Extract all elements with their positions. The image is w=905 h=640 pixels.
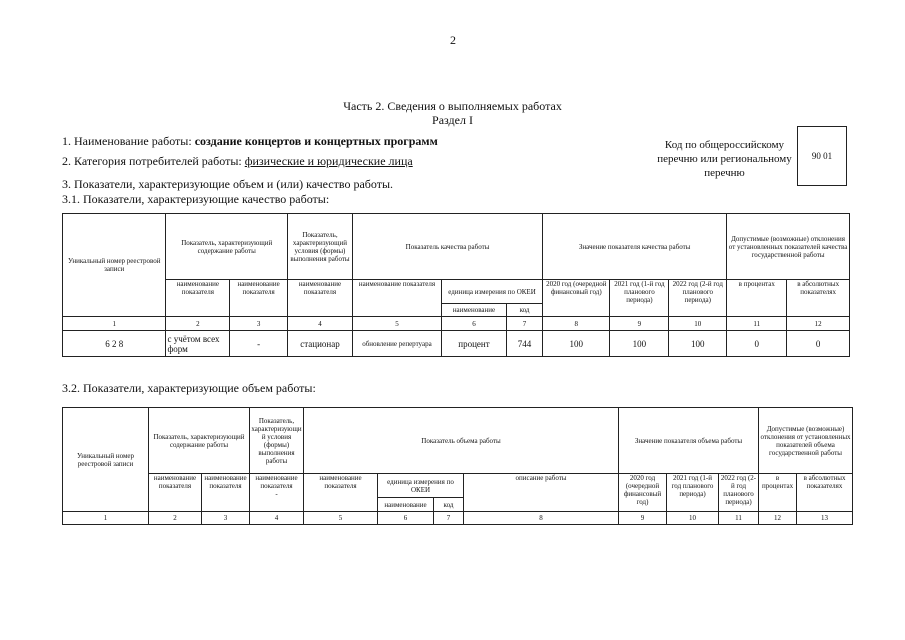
q-cell-registry: 6 2 8	[63, 331, 166, 357]
code-value: 90 01	[811, 151, 833, 161]
v-h-2020: 2020 год (очередной финансовый год)	[619, 474, 667, 512]
q-cell-content2: -	[230, 331, 288, 357]
q-cell-unit-name: процент	[441, 331, 506, 357]
q-cell-indicator: обновление репертуара	[352, 331, 441, 357]
q-h-abs: в абсолютных показателях	[787, 280, 850, 317]
v-h-registry: Уникальный номер реестровой записи	[63, 408, 149, 512]
v-h-abs: в абсолютных показателях	[797, 474, 853, 512]
q-h-2020: 2020 год (очередной финансовый год)	[543, 280, 610, 317]
v-col-num: 3	[202, 512, 250, 525]
v-col-num: 8	[464, 512, 619, 525]
v-h-2022: 2022 год (2-й год планового периода)	[719, 474, 759, 512]
work-name-value: создание концертов и концертных программ	[194, 134, 438, 148]
indicators-heading: 3. Показатели, характеризующие объем и (или) качество работы.	[62, 177, 394, 191]
q-cell-content1: с учётом всех форм	[166, 331, 230, 357]
q-h-2021: 2021 год (1-й год планового периода)	[610, 280, 669, 317]
q-h-name-3: наименование показателя	[287, 280, 352, 317]
v-h-pct: в процентах	[759, 474, 797, 512]
v-h-dash: -	[275, 490, 278, 498]
q-cell-dev-abs: 0	[787, 331, 850, 357]
q-col-num: 10	[669, 317, 727, 331]
v-h-deviations: Допустимые (возможные) отклонения от установленных показателей объема государственной работы	[759, 408, 853, 474]
q-cell-2022: 100	[669, 331, 727, 357]
q-col-num: 12	[787, 317, 850, 331]
q-h-name-1: наименование показателя	[166, 280, 230, 317]
q-cell-condition: стационар	[287, 331, 352, 357]
q-h-conditions: Показатель, характеризующий условия (формы) выполнения работы	[287, 214, 352, 280]
v-col-num: 11	[719, 512, 759, 525]
q-h-name-2: наименование показателя	[230, 280, 288, 317]
v-col-num: 9	[619, 512, 667, 525]
v-h-indicator: Показатель объема работы	[304, 408, 619, 474]
q-h-unit-name: наименование	[441, 304, 506, 317]
q-h-registry: Уникальный номер реестровой записи	[63, 214, 166, 317]
q-col-num: 4	[287, 317, 352, 331]
part-header	[0, 99, 905, 127]
section-title: Раздел I	[432, 113, 473, 127]
work-name-label: 1. Наименование работы:	[62, 134, 195, 148]
v-h-conditions: Показатель, характеризующий условия (формы) выполнения работы	[250, 408, 304, 474]
v-col-num: 1	[63, 512, 149, 525]
category-label: 2. Категория потребителей работы:	[62, 154, 245, 168]
code-box	[797, 126, 847, 186]
q-col-num: 9	[610, 317, 669, 331]
v-col-num: 10	[667, 512, 719, 525]
quality-heading: 3.1. Показатели, характеризующие качество работы:	[62, 192, 330, 206]
v-h-2021: 2021 год (1-й год планового периода)	[667, 474, 719, 512]
q-h-indicator: Показатель качества работы	[352, 214, 542, 280]
v-h-name-3	[250, 474, 304, 512]
part-title: Часть 2. Сведения о выполняемых работах	[343, 99, 562, 113]
q-h-deviations: Допустимые (возможные) отклонения от установленных показателей качества государственной работы	[727, 214, 850, 280]
v-h-unit-name: наименование	[378, 498, 434, 512]
q-col-num: 6	[441, 317, 506, 331]
quality-table	[62, 213, 850, 357]
q-col-num: 3	[230, 317, 288, 331]
q-col-num: 7	[506, 317, 542, 331]
v-h-values: Значение показателя объема работы	[619, 408, 759, 474]
v-h-name-4: наименование показателя	[304, 474, 378, 512]
v-h-content: Показатель, характеризующий содержание работы	[149, 408, 250, 474]
v-col-num: 5	[304, 512, 378, 525]
v-col-num: 7	[434, 512, 464, 525]
q-h-name-4: наименование показателя	[352, 280, 441, 317]
v-h-name-2: наименование показателя	[202, 474, 250, 512]
q-cell-2021: 100	[610, 331, 669, 357]
q-cell-dev-pct: 0	[727, 331, 787, 357]
volume-heading: 3.2. Показатели, характеризующие объем работы:	[62, 381, 316, 395]
work-name-line	[62, 134, 438, 149]
q-cell-unit-code: 744	[506, 331, 542, 357]
q-h-unit-code: код	[506, 304, 542, 317]
category-line	[62, 154, 413, 169]
q-h-2022: 2022 год (2-й год планового периода)	[669, 280, 727, 317]
q-col-num: 11	[727, 317, 787, 331]
q-col-num: 1	[63, 317, 166, 331]
q-col-num: 2	[166, 317, 230, 331]
v-col-num: 2	[149, 512, 202, 525]
category-value: физические и юридические лица	[244, 154, 413, 168]
v-col-num: 6	[378, 512, 434, 525]
v-h-description: описание работы	[464, 474, 619, 512]
v-col-num: 4	[250, 512, 304, 525]
v-h-name-3-text: наименование показателя	[255, 474, 298, 490]
q-h-unit-okei: единица измерения по ОКЕИ	[441, 280, 542, 304]
q-h-pct: в процентах	[727, 280, 787, 317]
volume-table	[62, 407, 853, 525]
page-number: 2	[450, 33, 456, 47]
q-h-content: Показатель, характеризующий содержание работы	[166, 214, 288, 280]
q-col-num: 8	[543, 317, 610, 331]
code-label: Код по общероссийскому перечню или региональному перечню	[657, 139, 792, 179]
v-col-num: 13	[797, 512, 853, 525]
v-h-unit-code: код	[434, 498, 464, 512]
q-cell-2020: 100	[543, 331, 610, 357]
q-h-values: Значение показателя качества работы	[543, 214, 727, 280]
v-h-name-1: наименование показателя	[149, 474, 202, 512]
v-col-num: 12	[759, 512, 797, 525]
q-col-num: 5	[352, 317, 441, 331]
v-h-unit-okei: единица измерения по ОКЕИ	[378, 474, 464, 498]
